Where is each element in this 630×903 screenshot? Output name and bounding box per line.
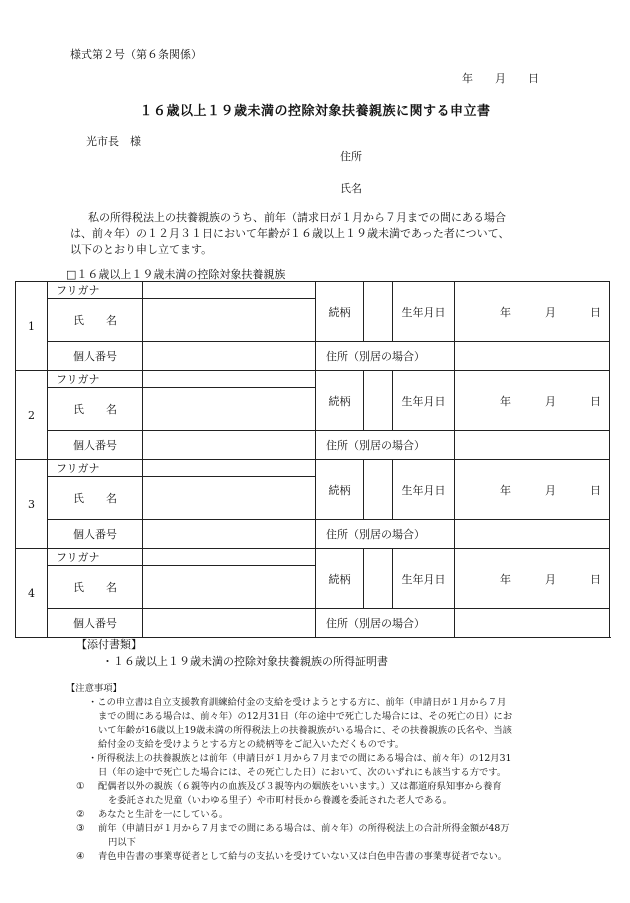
dependents-table [15, 281, 610, 638]
entry-number: 2 [16, 371, 48, 460]
separate-address-field[interactable] [455, 520, 610, 549]
day-label: 日 [590, 305, 601, 319]
separate-address-field[interactable] [455, 342, 610, 371]
form-number: 様式第２号（第６条関係） [70, 48, 202, 61]
birth-label: 生年月日 [393, 371, 455, 431]
year-label: 年 [500, 572, 511, 586]
table-row [16, 549, 610, 566]
birth-date-field[interactable] [455, 460, 610, 520]
table-row [16, 282, 610, 299]
conditions-list [76, 780, 596, 864]
attachments-item: ・１６歳以上１９歳未満の控除対象扶養親族の所得証明書 [102, 655, 388, 668]
relation-label: 続柄 [316, 371, 364, 431]
separate-address-label: 住所（別居の場合） [316, 342, 455, 371]
condition-line [76, 836, 596, 850]
date-line: 年 月 日 [462, 72, 539, 85]
furigana-field[interactable] [143, 282, 316, 299]
table-row [16, 460, 610, 477]
birth-label: 生年月日 [393, 460, 455, 520]
declaration-line: 私の所得税法上の扶養親族のうち、前年（請求日が１月から７月までの間にある場合 [88, 211, 506, 224]
day-label: 日 [590, 483, 601, 497]
month-label: 月 [545, 483, 556, 497]
declaration-line: は、前々年）の１２月３１日において年齢が１６歳以上１９歳未満であった者について、 [70, 227, 510, 240]
entry-number: 4 [16, 549, 48, 638]
condition-line [76, 808, 596, 822]
condition-line [76, 822, 596, 836]
condition-text: を委託された児童（いわゆる里子）や市町村長から養護を委託された老人である。 [108, 795, 452, 806]
month-label: 月 [545, 394, 556, 408]
separate-address-label: 住所（別居の場合） [316, 431, 455, 460]
relation-label: 続柄 [316, 282, 364, 342]
relation-label: 続柄 [316, 460, 364, 520]
entry-number: 3 [16, 460, 48, 549]
condition-line [76, 850, 596, 864]
note-line: ・この申立書は自立支援教育訓練給付金の支給を受けようとする方に、前年（申請日が１月から７月 [88, 697, 507, 708]
condition-mark: ① [76, 781, 85, 792]
personal-number-label: 個人番号 [48, 342, 143, 371]
separate-address-label: 住所（別居の場合） [316, 520, 455, 549]
section-title: □１６歳以上１９歳未満の控除対象扶養親族 [66, 268, 286, 281]
birth-date-field[interactable] [455, 282, 610, 342]
notes-body [88, 696, 588, 780]
condition-text: 前年（申請日が１月から７月までの間にある場合は、前々年）の所得税法上の合計所得金額が48万 [98, 823, 510, 834]
relation-field[interactable] [364, 549, 393, 609]
condition-mark: ③ [76, 823, 85, 834]
applicant-name-label: 氏名 [340, 182, 362, 195]
year-label: 年 [500, 483, 511, 497]
personal-number-label: 個人番号 [48, 520, 143, 549]
personal-number-field[interactable] [143, 609, 316, 638]
furigana-label: フリガナ [48, 460, 143, 477]
relation-field[interactable] [364, 460, 393, 520]
month-label: 月 [545, 572, 556, 586]
note-line: までの間にある場合は、前々年）の12月31日（年の途中で死亡した場合には、その死亡の日）にお [98, 711, 513, 722]
personal-number-field[interactable] [143, 431, 316, 460]
furigana-field[interactable] [143, 549, 316, 566]
name-field[interactable] [143, 299, 316, 342]
condition-line [76, 794, 596, 808]
condition-mark [76, 794, 98, 808]
personal-number-field[interactable] [143, 342, 316, 371]
condition-text: 青色申告書の事業専従者として給与の支払いを受けていない又は白色申告書の事業専従者でない。 [98, 851, 508, 862]
condition-text: 配偶者以外の親族（６親等内の血族及び３親等内の姻族をいいます。）又は都道府県知事から養育 [98, 781, 502, 792]
table-row [16, 520, 610, 549]
day-label: 日 [590, 572, 601, 586]
relation-field[interactable] [364, 371, 393, 431]
name-label: 氏 名 [48, 388, 143, 431]
name-field[interactable] [143, 477, 316, 520]
birth-label: 生年月日 [393, 282, 455, 342]
furigana-field[interactable] [143, 371, 316, 388]
day-label: 日 [590, 394, 601, 408]
table-row [16, 609, 610, 638]
declaration-text [70, 210, 590, 258]
note-line: ・所得税法上の扶養親族とは前年（申請日が１月から７月までの間にある場合は、前々年）の12月31 [88, 753, 512, 764]
furigana-field[interactable] [143, 460, 316, 477]
personal-number-label: 個人番号 [48, 609, 143, 638]
applicant-address-label: 住所 [340, 150, 362, 163]
furigana-label: フリガナ [48, 549, 143, 566]
personal-number-field[interactable] [143, 520, 316, 549]
year-label: 年 [500, 394, 511, 408]
name-label: 氏 名 [48, 477, 143, 520]
page-title: １６歳以上１９歳未満の控除対象扶養親族に関する申立書 [139, 104, 491, 119]
condition-line [76, 780, 596, 794]
declaration-line: 以下のとおり申し立てます。 [70, 243, 213, 256]
note-line: いて年齢が16歳以上19歳未満の所得税法上の扶養親族がいる場合に、その扶養親族の氏名や、当該 [98, 725, 512, 736]
note-line: 日（年の途中で死亡した場合には、その死亡した日）において、次のいずれにも該当する方です。 [98, 767, 507, 778]
condition-mark: ② [76, 809, 85, 820]
attachments-heading: 【添付書類】 [76, 638, 142, 651]
separate-address-label: 住所（別居の場合） [316, 609, 455, 638]
furigana-label: フリガナ [48, 371, 143, 388]
note-line: 給付金の支給を受けようとする方との続柄等をご記入いただくものです。 [98, 739, 405, 750]
relation-field[interactable] [364, 282, 393, 342]
addressee: 光市長 様 [86, 135, 141, 148]
name-label: 氏 名 [48, 566, 143, 609]
table-row [16, 342, 610, 371]
personal-number-label: 個人番号 [48, 431, 143, 460]
entry-number: 1 [16, 282, 48, 371]
separate-address-field[interactable] [455, 431, 610, 460]
birth-label: 生年月日 [393, 549, 455, 609]
furigana-label: フリガナ [48, 282, 143, 299]
year-label: 年 [500, 305, 511, 319]
relation-label: 続柄 [316, 549, 364, 609]
table-row [16, 431, 610, 460]
condition-text: あなたと生計を一にしている。 [98, 809, 229, 820]
name-label: 氏 名 [48, 299, 143, 342]
separate-address-field[interactable] [455, 609, 610, 638]
condition-text: 円以下 [108, 837, 136, 848]
name-field[interactable] [143, 388, 316, 431]
table-row [16, 371, 610, 388]
birth-date-field[interactable] [455, 371, 610, 431]
name-field[interactable] [143, 566, 316, 609]
notes-heading: 【注意事項】 [66, 683, 122, 694]
condition-mark: ④ [76, 851, 85, 862]
month-label: 月 [545, 305, 556, 319]
birth-date-field[interactable] [455, 549, 610, 609]
condition-mark [76, 836, 98, 850]
